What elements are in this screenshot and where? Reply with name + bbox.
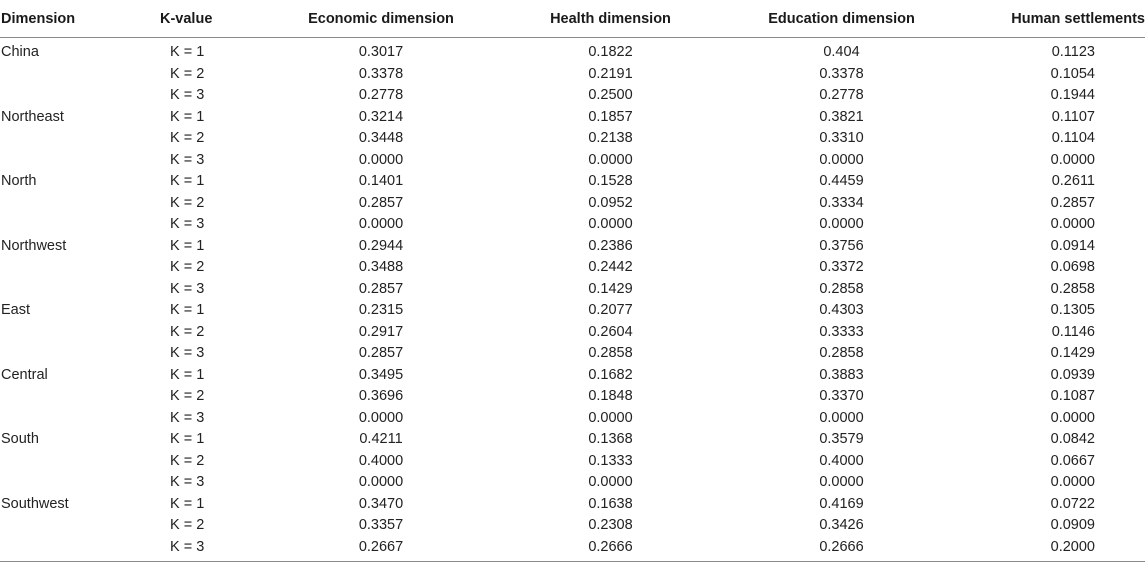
cell-education: 0.3310	[819, 130, 864, 146]
cell-education: 0.3378	[819, 65, 864, 82]
cell-health: 0.0000	[588, 474, 633, 490]
cell-region: China	[1, 44, 39, 60]
cell-education: 0.3756	[819, 237, 864, 254]
cell-health: 0.1848	[588, 388, 633, 404]
cell-economic: 0.3448	[358, 130, 404, 146]
cell-education: 0.3883	[819, 366, 864, 383]
cell-k-value: K = 3	[170, 87, 205, 103]
cell-education: 0.2858	[819, 280, 864, 297]
cell-k-value: K = 3	[170, 151, 205, 168]
table-row	[0, 343, 1145, 365]
cell-k-value: K = 1	[170, 431, 205, 447]
cell-education: 0.3372	[819, 259, 864, 275]
cell-economic: 0.2667	[266, 537, 496, 562]
header-human-settlements: Human settlements	[958, 0, 1145, 38]
cell-economic: 0.4000	[358, 452, 404, 469]
cell-health: 0.2386	[588, 237, 633, 254]
cell-region	[0, 386, 146, 408]
cell-human-settlements: 0.1146	[1051, 323, 1095, 340]
header-k-value: K-value	[146, 0, 266, 38]
cell-region	[0, 322, 146, 344]
header-economic-dimension: Economic dimension	[266, 0, 496, 38]
cell-k-value: K = 1	[170, 108, 205, 125]
cell-education: 0.3579	[819, 431, 864, 447]
cell-education: 0.2778	[819, 87, 864, 103]
cell-k-value: K = 1	[170, 366, 205, 383]
cell-human-settlements: 0.0000	[1050, 216, 1095, 232]
cell-region	[0, 515, 146, 537]
table-row	[0, 193, 1145, 215]
cell-human-settlements: 0.1054	[1050, 65, 1095, 82]
table-row	[0, 257, 1145, 279]
header-row	[0, 0, 1145, 38]
cell-economic: 0.2778	[358, 87, 404, 103]
cell-human-settlements: 0.0914	[1050, 237, 1095, 254]
cell-health: 0.1857	[588, 108, 633, 125]
cell-region	[0, 257, 146, 279]
cell-k-value: K = 3	[170, 409, 205, 426]
cell-k-value: K = 2	[170, 259, 205, 275]
cell-k-value: K = 2	[170, 517, 205, 533]
cell-education: 0.0000	[819, 474, 864, 490]
cell-economic: 0.0000	[358, 216, 404, 232]
cell-health: 0.1429	[588, 280, 633, 297]
table-row	[0, 150, 1145, 172]
cell-education: 0.0000	[819, 151, 864, 168]
cell-k-value: K = 3	[170, 474, 205, 490]
cell-education: 0.3370	[819, 388, 864, 404]
cell-economic: 0.0000	[358, 151, 404, 168]
cell-region: South	[1, 431, 39, 447]
cell-education: 0.3821	[819, 108, 864, 125]
cell-economic: 0.4211	[359, 431, 403, 447]
cell-education: 0.4169	[819, 495, 864, 512]
cell-region	[0, 472, 146, 494]
table-row	[0, 279, 1145, 301]
table-row	[0, 494, 1145, 516]
cell-health: 0.0000	[588, 216, 633, 232]
cell-health: 0.2858	[588, 345, 633, 361]
table-row	[0, 386, 1145, 408]
cell-education: 0.2858	[819, 345, 864, 361]
table-row	[0, 214, 1145, 236]
cell-region: North	[1, 173, 37, 189]
cell-human-settlements: 0.2858	[1050, 280, 1095, 297]
table-header	[0, 0, 1145, 38]
cell-education: 0.4459	[819, 173, 864, 189]
cell-human-settlements: 0.1087	[1050, 388, 1095, 404]
cell-education: 0.0000	[819, 216, 864, 232]
cell-k-value: K = 2	[170, 452, 205, 469]
cell-human-settlements: 0.1429	[1050, 345, 1095, 361]
cell-education: 0.3426	[819, 517, 864, 533]
cell-k-value: K = 1	[170, 237, 205, 254]
cell-k-value: K = 3	[170, 280, 205, 297]
cell-health: 0.0000	[588, 409, 633, 426]
cell-k-value: K = 1	[170, 495, 205, 512]
cell-economic: 0.3378	[358, 65, 404, 82]
cell-health: 0.2442	[588, 259, 633, 275]
cell-economic: 0.2857	[358, 280, 404, 297]
table-row	[0, 429, 1145, 451]
cell-health: 0.1528	[588, 173, 633, 189]
cell-economic: 0.3357	[358, 517, 404, 533]
cell-human-settlements: 0.0000	[1050, 474, 1095, 490]
table-row	[0, 85, 1145, 107]
cell-health: 0.2604	[588, 323, 633, 340]
cell-k-value: K = 3	[170, 345, 205, 361]
table-row	[0, 451, 1145, 473]
cell-education: 0.4000	[819, 452, 864, 469]
table-row	[0, 365, 1145, 387]
cell-region	[0, 279, 146, 301]
cell-region: Northeast	[1, 108, 64, 125]
cell-region: Central	[1, 366, 48, 383]
cell-health: 0.1368	[588, 431, 633, 447]
cell-k-value: K = 2	[170, 65, 205, 82]
cell-health: 0.0000	[588, 151, 633, 168]
cell-education: 0.3333	[819, 323, 864, 340]
header-dimension: Dimension	[0, 0, 146, 38]
cell-health: 0.1638	[588, 495, 633, 512]
cell-k-value: K = 2	[170, 130, 205, 146]
table-row	[0, 64, 1145, 86]
cell-economic: 0.0000	[358, 474, 404, 490]
cell-region	[0, 451, 146, 473]
cell-human-settlements: 0.0909	[1050, 517, 1095, 533]
cell-region	[0, 85, 146, 107]
table-row	[0, 515, 1145, 537]
cell-education: 0.404	[823, 44, 860, 60]
cell-health: 0.2138	[588, 130, 633, 146]
table-row	[0, 322, 1145, 344]
cell-health: 0.2500	[588, 87, 633, 103]
cell-region	[0, 408, 146, 430]
cell-economic: 0.2917	[358, 323, 404, 340]
cell-health: 0.1822	[588, 44, 633, 60]
cell-economic: 0.3470	[358, 495, 404, 512]
cell-economic: 0.3017	[358, 44, 404, 60]
cell-human-settlements: 0.0000	[1050, 409, 1095, 426]
table-row	[0, 171, 1145, 193]
cell-region	[0, 343, 146, 365]
header-health-dimension: Health dimension	[496, 0, 725, 38]
table-row	[0, 300, 1145, 322]
cell-region	[0, 64, 146, 86]
cell-economic: 0.3696	[358, 388, 404, 404]
cell-economic: 0.2857	[358, 345, 404, 361]
table-row	[0, 236, 1145, 258]
table-row	[0, 128, 1145, 150]
cell-human-settlements: 0.0000	[1050, 151, 1095, 168]
cell-human-settlements: 0.0722	[1050, 495, 1095, 512]
cell-k-value: K = 1	[170, 44, 205, 60]
cell-education: 0.4303	[819, 302, 864, 318]
cell-human-settlements: 0.0698	[1050, 259, 1095, 275]
cell-human-settlements: 0.1104	[1051, 130, 1095, 146]
cell-k-value: K = 1	[170, 302, 205, 318]
cell-education: 0.2666	[725, 537, 958, 562]
cell-health: 0.2077	[588, 302, 633, 318]
cell-human-settlements: 0.0842	[1050, 431, 1095, 447]
cell-region	[0, 214, 146, 236]
cell-k-value: K = 3	[170, 216, 205, 232]
cell-education: 0.3334	[819, 194, 864, 211]
cell-human-settlements: 0.2611	[1051, 173, 1095, 189]
table-row	[0, 537, 1145, 562]
cell-region	[0, 537, 146, 562]
cell-human-settlements: 0.1107	[1051, 108, 1095, 125]
cell-k-value: K = 2	[170, 194, 205, 211]
cell-economic: 0.0000	[358, 409, 404, 426]
cell-human-settlements: 0.2857	[1050, 194, 1095, 211]
cell-health: 0.1682	[588, 366, 633, 383]
table-row	[0, 38, 1145, 64]
cell-human-settlements: 0.1944	[1050, 87, 1095, 103]
table-row	[0, 472, 1145, 494]
table-body	[0, 38, 1145, 562]
cell-human-settlements: 0.0939	[1050, 366, 1095, 383]
cell-k-value: K = 3	[146, 537, 266, 562]
cell-health: 0.2191	[588, 65, 633, 82]
cell-human-settlements: 0.0667	[1050, 452, 1095, 469]
header-education-dimension: Education dimension	[725, 0, 958, 38]
cell-health: 0.1333	[588, 452, 633, 469]
cell-education: 0.0000	[819, 409, 864, 426]
table-row	[0, 408, 1145, 430]
cell-region: East	[1, 302, 31, 318]
cell-region	[0, 150, 146, 172]
cell-k-value: K = 1	[170, 173, 205, 189]
cell-economic: 0.3214	[358, 108, 404, 125]
cell-k-value: K = 2	[170, 323, 205, 340]
cell-economic: 0.2857	[358, 194, 404, 211]
cell-human-settlements: 0.1123	[1051, 44, 1095, 60]
cell-health: 0.0952	[588, 194, 633, 211]
cell-region: Southwest	[1, 495, 69, 512]
cell-economic: 0.3495	[358, 366, 404, 383]
cell-health: 0.2308	[588, 517, 633, 533]
cell-region	[0, 193, 146, 215]
cell-human-settlements: 0.2000	[958, 537, 1145, 562]
cell-economic: 0.3488	[358, 259, 404, 275]
cell-region	[0, 128, 146, 150]
cell-human-settlements: 0.1305	[1050, 302, 1095, 318]
table-row	[0, 107, 1145, 129]
cell-health: 0.2666	[496, 537, 725, 562]
cell-region: Northwest	[1, 237, 67, 254]
cell-k-value: K = 2	[170, 388, 205, 404]
cell-economic: 0.2944	[358, 237, 404, 254]
cell-economic: 0.2315	[358, 302, 404, 318]
cell-economic: 0.1401	[358, 173, 404, 189]
